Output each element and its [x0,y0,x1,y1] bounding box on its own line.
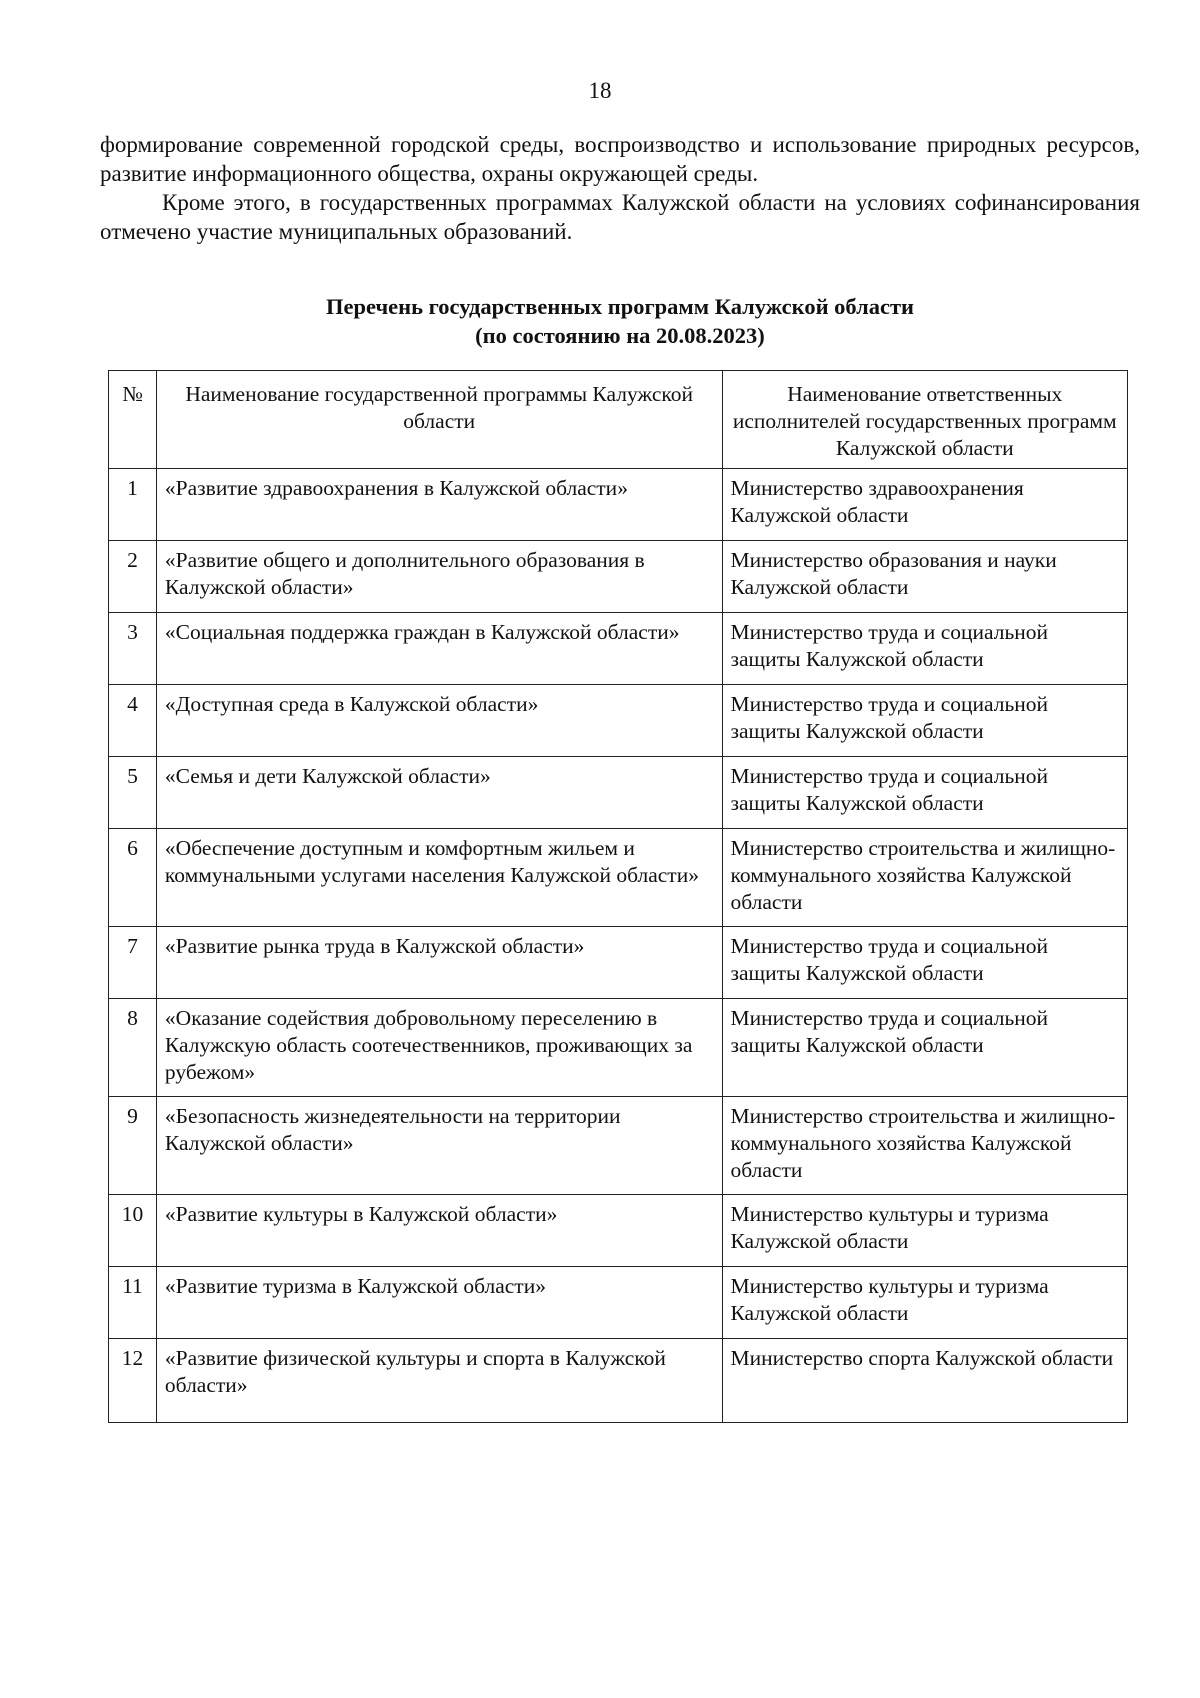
row-number: 3 [109,613,157,685]
row-program: «Безопасность жизнедеятельности на территории Калужской области» [156,1097,722,1195]
table-row [109,685,1128,757]
row-executor: Министерство труда и социальной защиты Калужской области [722,757,1128,829]
intro-paragraph-2: Кроме этого, в государственных программах Калужской области на условиях софинансирования отмечено участие муниципальных образований. [100,190,1140,244]
row-executor: Министерство труда и социальной защиты Калужской области [722,613,1128,685]
table-row [109,927,1128,999]
table-header-row [109,371,1128,469]
row-executor: Министерство строительства и жилищно-коммунального хозяйства Калужской области [722,829,1128,927]
row-number: 7 [109,927,157,999]
row-program: «Семья и дети Калужской области» [156,757,722,829]
row-program: «Оказание содействия добровольному переселению в Калужскую область соотечественников, проживающих за рубежом» [156,999,722,1097]
row-program: «Развитие туризма в Калужской области» [156,1267,722,1339]
table-row [109,757,1128,829]
row-number: 1 [109,469,157,541]
table-row [109,999,1128,1097]
row-executor: Министерство здравоохранения Калужской области [722,469,1128,541]
row-program: «Обеспечение доступным и комфортным жильем и коммунальными услугами населения Калужской области» [156,829,722,927]
header-program-name: Наименование государственной программы Калужской области [156,371,722,469]
row-program: «Развитие общего и дополнительного образования в Калужской области» [156,541,722,613]
intro-text [100,130,1140,246]
row-executor: Министерство труда и социальной защиты Калужской области [722,685,1128,757]
row-number: 2 [109,541,157,613]
table-row [109,1339,1128,1423]
row-program: «Развитие культуры в Калужской области» [156,1195,722,1267]
row-program: «Развитие физической культуры и спорта в Калужской области» [156,1339,722,1423]
table-row [109,1097,1128,1195]
table-title [100,292,1140,350]
row-number: 12 [109,1339,157,1423]
table-row [109,1267,1128,1339]
row-program: «Развитие здравоохранения в Калужской области» [156,469,722,541]
table-row [109,613,1128,685]
table-title-line-2: (по состоянию на 20.08.2023) [475,323,765,348]
row-executor: Министерство строительства и жилищно-коммунального хозяйства Калужской области [722,1097,1128,1195]
page-number: 18 [588,78,612,103]
row-executor: Министерство спорта Калужской области [722,1339,1128,1423]
table-title-line-1: Перечень государственных программ Калужской области [326,294,914,319]
header-number: № [109,371,157,469]
table-row [109,541,1128,613]
row-program: «Развитие рынка труда в Калужской области» [156,927,722,999]
programs-table [108,370,1128,1423]
row-number: 10 [109,1195,157,1267]
row-number: 5 [109,757,157,829]
row-program: «Доступная среда в Калужской области» [156,685,722,757]
header-executor: Наименование ответственных исполнителей государственных программ Калужской области [722,371,1128,469]
row-number: 11 [109,1267,157,1339]
table-row [109,829,1128,927]
row-executor: Министерство труда и социальной защиты Калужской области [722,927,1128,999]
table-row [109,469,1128,541]
row-number: 9 [109,1097,157,1195]
table-row [109,1195,1128,1267]
row-executor: Министерство образования и науки Калужской области [722,541,1128,613]
row-executor: Министерство культуры и туризма Калужской области [722,1195,1128,1267]
row-program: «Социальная поддержка граждан в Калужской области» [156,613,722,685]
row-number: 6 [109,829,157,927]
row-executor: Министерство культуры и туризма Калужской области [722,1267,1128,1339]
row-number: 8 [109,999,157,1097]
intro-paragraph-1: формирование современной городской среды, воспроизводство и использование природных ресурсов, развитие информационного общества, охраны окружающей среды. [100,132,1140,186]
row-executor: Министерство труда и социальной защиты Калужской области [722,999,1128,1097]
row-number: 4 [109,685,157,757]
